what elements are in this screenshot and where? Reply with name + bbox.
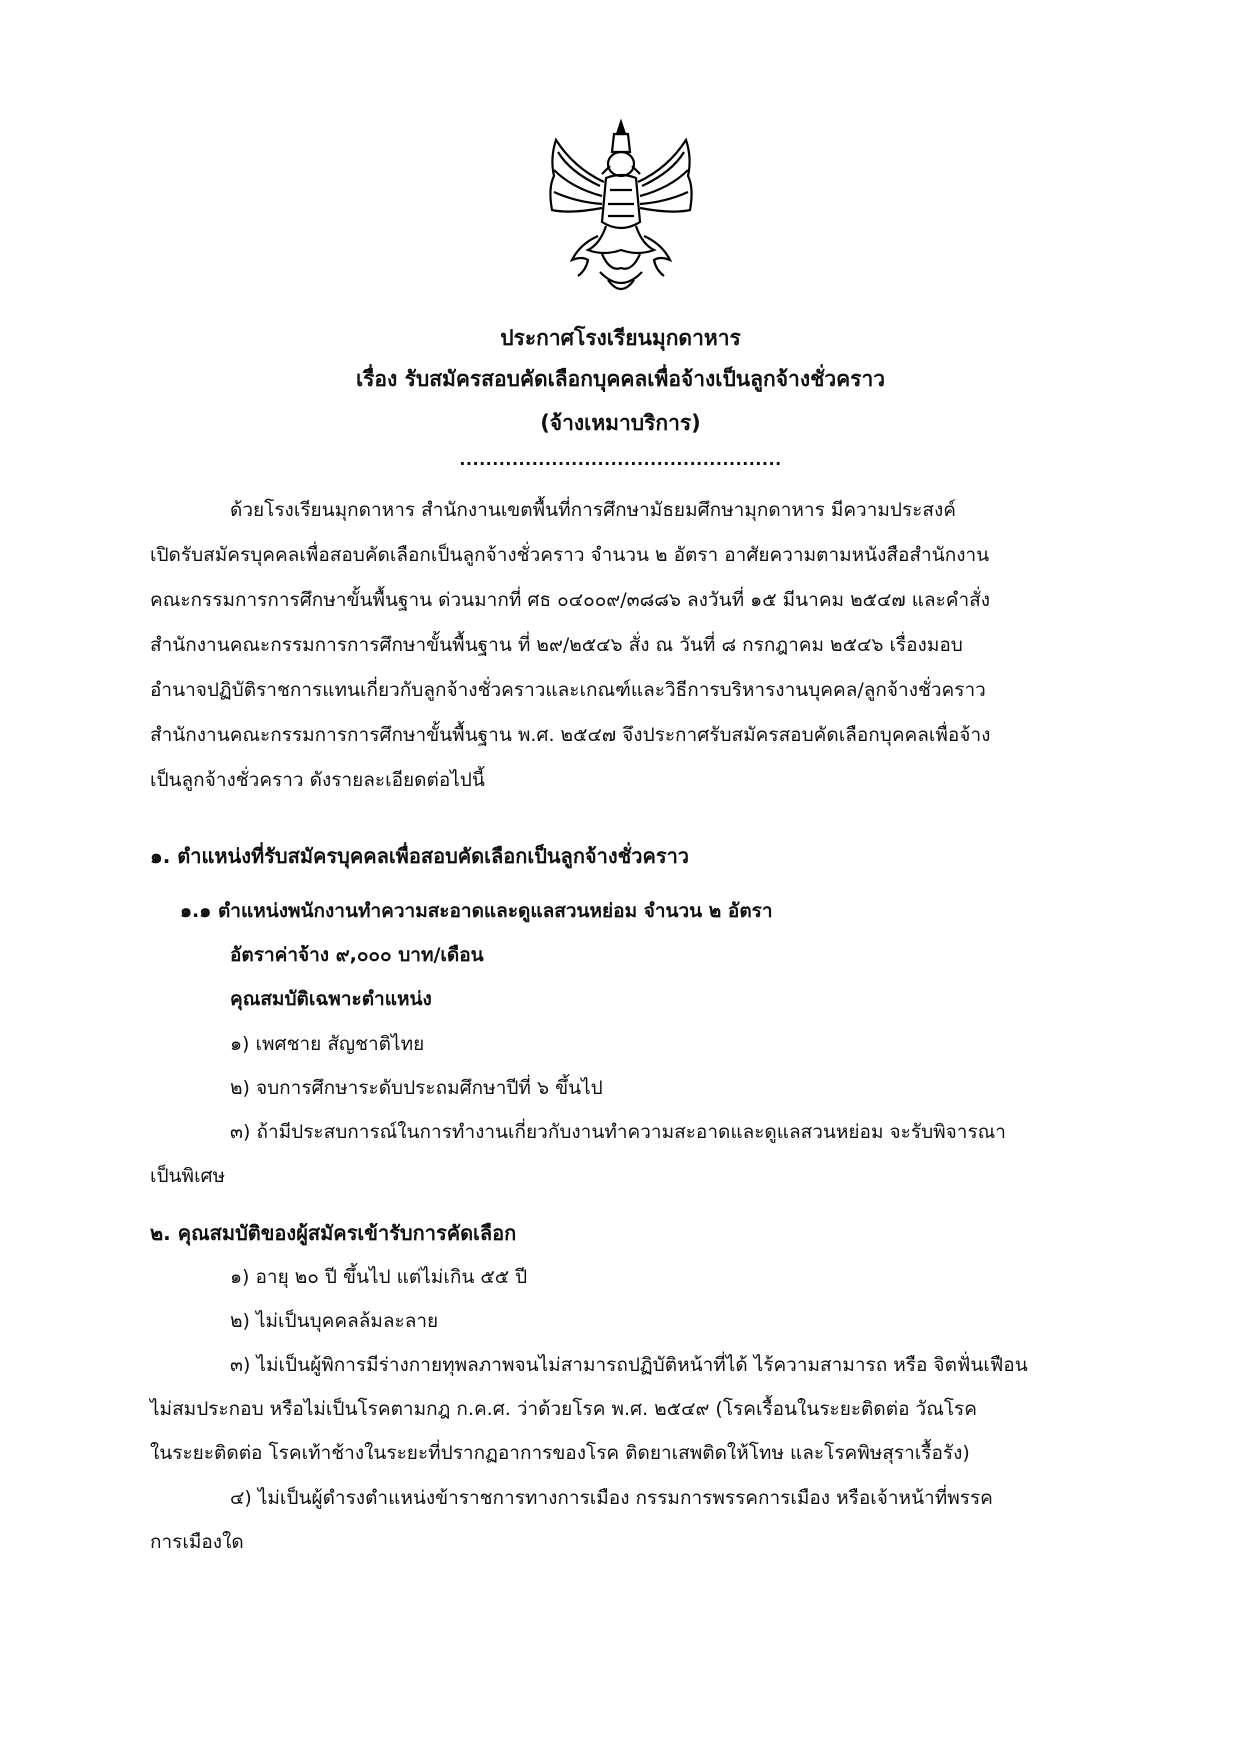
qualification-item-cont: เป็นพิเศษ bbox=[150, 1165, 226, 1187]
intro-line: อำนาจปฏิบัติราชการแทนเกี่ยวกับลูกจ้างชั่วคราวและเกณฑ์และวิธีการบริหารงานบุคคล/ลูกจ้างชั่วคราว bbox=[150, 679, 986, 701]
qualification-item: ๑) เพศชาย สัญชาติไทย bbox=[230, 1033, 425, 1055]
intro-line: เปิดรับสมัครบุคคลเพื่อสอบคัดเลือกเป็นลูกจ้างชั่วคราว จำนวน ๒ อัตรา อาศัยความตามหนังสือสำนักงาน bbox=[150, 544, 990, 566]
announcement-subject: เรื่อง รับสมัครสอบคัดเลือกบุคคลเพื่อจ้างเป็นลูกจ้างชั่วคราว bbox=[355, 367, 886, 391]
position-line: ๑.๑ ตำแหน่งพนักงานทำความสะอาดและดูแลสวนหย่อม จำนวน ๒ อัตรา bbox=[180, 900, 773, 922]
requirement-item-cont: การเมืองใด bbox=[150, 1531, 244, 1553]
requirement-item-cont: ในระยะติดต่อ โรคเท้าช้างในระยะที่ปรากฏอาการของโรค ติดยาเสพติดให้โทษ และโรคพิษสุราเรื้อรัง) bbox=[150, 1442, 970, 1464]
garuda-emblem-icon bbox=[540, 118, 702, 300]
intro-line: คณะกรรมการการศึกษาขั้นพื้นฐาน ด่วนมากที่ ศธ ๐๔๐๐๙/๓๘๘๖ ลงวันที่ ๑๕ มีนาคม ๒๕๔๗ และคำสั่ง bbox=[150, 589, 991, 611]
intro-line: ด้วยโรงเรียนมุกดาหาร สำนักงานเขตพื้นที่การศึกษามัธยมศึกษามุกดาหาร มีความประสงค์ bbox=[230, 499, 956, 521]
intro-line: สำนักงานคณะกรรมการการศึกษาขั้นพื้นฐาน ที่ ๒๙/๒๕๔๖ สั่ง ณ วันที่ ๘ กรกฎาคม ๒๕๔๖ เรื่องมอบ bbox=[150, 634, 963, 656]
section-2-heading: ๒. คุณสมบัติของผู้สมัครเข้ารับการคัดเลือก bbox=[150, 1221, 517, 1245]
qualification-item: ๒) จบการศึกษาระดับประถมศึกษาปีที่ ๖ ขึ้นไป bbox=[230, 1077, 603, 1099]
intro-paragraph bbox=[150, 488, 1088, 803]
requirement-item-cont: ไม่สมประกอบ หรือไม่เป็นโรคตามกฎ ก.ค.ศ. ว่าด้วยโรค พ.ศ. ๒๕๔๙ (โรคเรื้อนในระยะติดต่อ วัณโรค bbox=[150, 1398, 977, 1420]
wage-line: อัตราค่าจ้าง ๙,๐๐๐ บาท/เดือน bbox=[230, 944, 484, 966]
separator-dots: ................................................. bbox=[459, 450, 782, 469]
qualification-heading: คุณสมบัติเฉพาะตำแหน่ง bbox=[230, 988, 432, 1010]
requirement-item: ๑) อายุ ๒๐ ปี ขึ้นไป แต่ไม่เกิน ๕๕ ปี bbox=[230, 1266, 528, 1288]
announcement-subtitle: (จ้างเหมาบริการ) bbox=[540, 411, 701, 435]
intro-line: เป็นลูกจ้างชั่วคราว ดังรายละเอียดต่อไปนี้ bbox=[150, 769, 485, 791]
intro-line: สำนักงานคณะกรรมการการศึกษาขั้นพื้นฐาน พ.ศ. ๒๕๔๗ จึงประกาศรับสมัครสอบคัดเลือกบุคคลเพื่อจ้าง bbox=[150, 724, 991, 746]
requirement-item: ๓) ไม่เป็นผู้พิการมีร่างกายทุพลภาพจนไม่สามารถปฏิบัติหน้าที่ได้ ไร้ความสามารถ หรือ จิตฟั่นเฟือน bbox=[230, 1354, 1028, 1376]
section-1-heading: ๑. ตำแหน่งที่รับสมัครบุคคลเพื่อสอบคัดเลือกเป็นลูกจ้างชั่วคราว bbox=[150, 844, 690, 868]
qualification-item: ๓) ถ้ามีประสบการณ์ในการทำงานเกี่ยวกับงานทำความสะอาดและดูแลสวนหย่อม จะรับพิจารณา bbox=[230, 1121, 1006, 1143]
requirement-item: ๒) ไม่เป็นบุคคลล้มละลาย bbox=[230, 1310, 439, 1332]
requirement-item: ๔) ไม่เป็นผู้ดำรงตำแหน่งข้าราชการทางการเมือง กรรมการพรรคการเมือง หรือเจ้าหน้าที่พรรค bbox=[230, 1487, 993, 1509]
announcement-title: ประกาศโรงเรียนมุกดาหาร bbox=[500, 326, 741, 350]
